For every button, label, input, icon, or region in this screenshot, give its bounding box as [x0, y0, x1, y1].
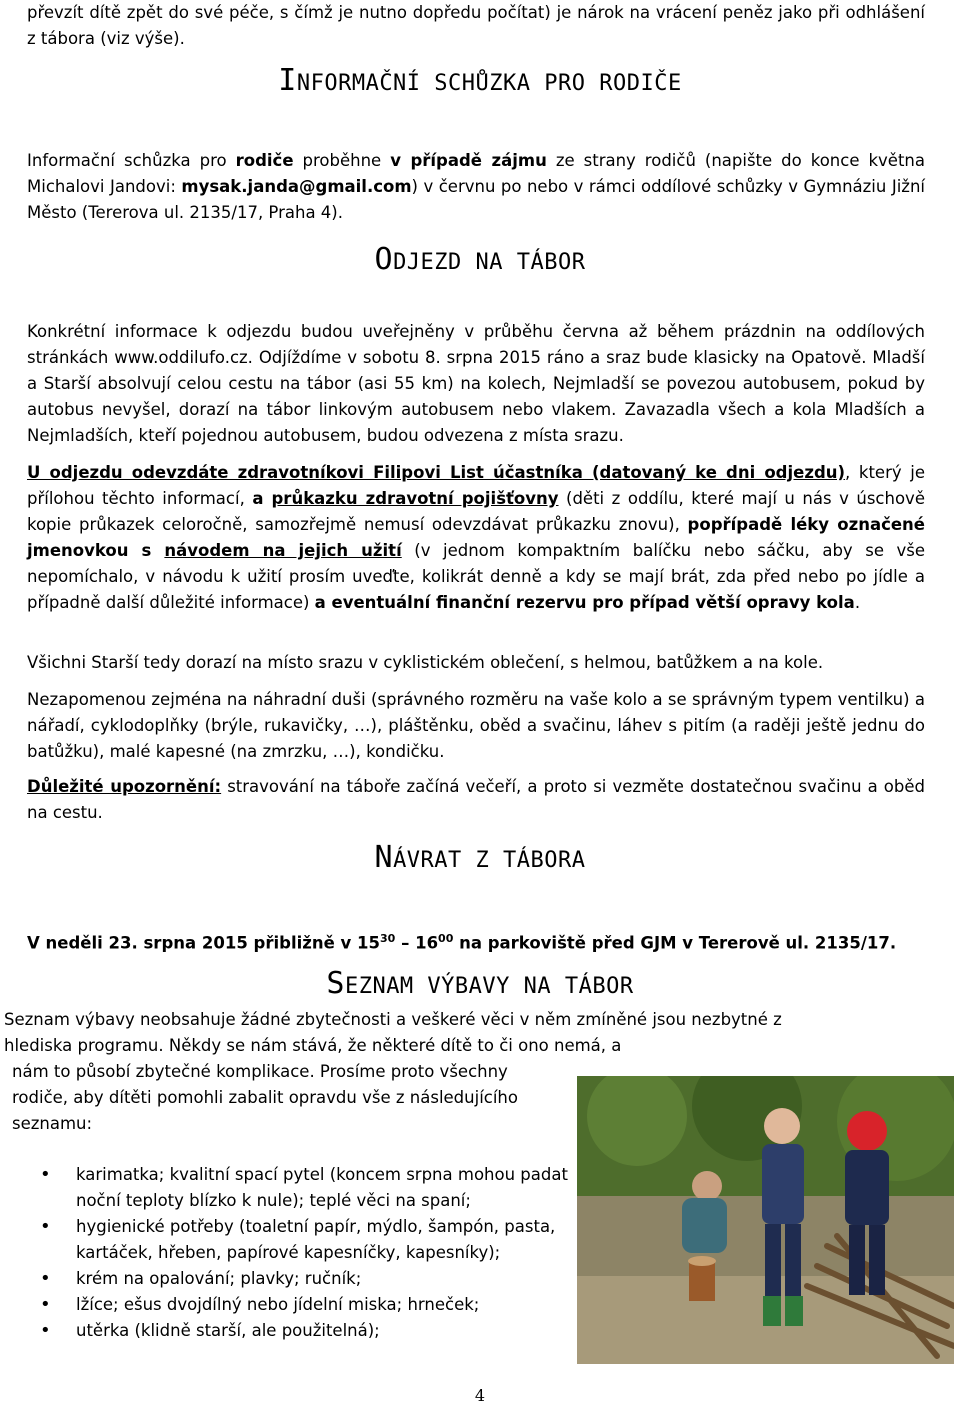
heading-initial: N	[374, 840, 394, 875]
camp-photo	[577, 1076, 954, 1364]
equipment-intro-line: hlediska programu. Někdy se nám stává, že některé dítě to či ono nemá, a	[4, 1036, 622, 1055]
heading-initial: S	[326, 966, 345, 1001]
equipment-intro-line: nám to působí zbytečné komplikace. Prosíme proto všechny	[12, 1062, 508, 1081]
equipment-intro-line: Seznam výbavy neobsahuje žádné zbytečnosti a veškeré věci v něm zmíněné jsou nezbytné z	[4, 1010, 782, 1029]
heading-text: NFORMAČNÍ SCHŮZKA PRO RODIČE	[296, 71, 682, 96]
heading-equipment	[0, 966, 960, 1001]
equipment-reminder-paragraph: Nezapomenou zejména na náhradní duši (správného rozměru na vaše kolo a se správným typem ventilku) a nářadí, cyklodoplňky (brýle, rukavičky, …), pláštěnku, oběd a svačinu, láhev s pitím (a raději ještě jednu do batůžku), malé kapesné (na zmrzku, …), kondičku.	[27, 690, 925, 761]
heading-return	[0, 840, 960, 875]
notice-paragraph	[27, 774, 925, 826]
page-number: 4	[474, 1386, 486, 1405]
heading-initial: I	[278, 63, 297, 98]
email-link[interactable]: mysak.janda@gmail.com	[181, 177, 412, 196]
list-item: • lžíce; ešus dvojdílný nebo jídelní miska; hrneček;	[40, 1292, 580, 1318]
heading-text: ÁVRAT Z TÁBORA	[393, 848, 586, 873]
superscript: 30	[380, 932, 396, 945]
text: , který je přílohou těchto informací,	[27, 463, 925, 508]
bold-text: návodem na jejich užití	[164, 541, 402, 560]
intro-paragraph: převzít dítě zpět do své péče, s čímž je nutno dopředu počítat) je nárok na vrácení peněz jako při odhlášení z tábora (viz výše).	[27, 3, 925, 48]
equipment-intro-line: rodiče, aby dítěti pomohli zabalit opravdu vše z následujícího	[12, 1088, 518, 1107]
equipment-list	[40, 1162, 580, 1344]
text: Informační schůzka pro	[27, 151, 236, 170]
text: proběhne	[293, 151, 391, 170]
list-item: • karimatka; kvalitní spací pytel (koncem srpna mohou padat noční teploty blízko k nule); teplé věci na spaní;	[40, 1162, 580, 1214]
superscript: 00	[438, 932, 454, 945]
bold-text: průkazku zdravotní pojišťovny	[271, 489, 559, 508]
text: – 16	[395, 933, 439, 953]
text: ze strany rodičů (napište do konce května Michalovi Jandovi:	[27, 151, 925, 196]
list-item: • krém na opalování; plavky; ručník;	[40, 1266, 580, 1292]
camp-photo-drawing	[577, 1076, 954, 1364]
list-item: • utěrka (klidně starší, ale použitelná);	[40, 1318, 580, 1344]
heading-parents-meeting	[0, 63, 960, 98]
cycling-paragraph: Všichni Starší tedy dorazí na místo srazu v cyklistickém oblečení, s helmou, batůžkem a na kole.	[27, 653, 824, 672]
bold-text: popřípadě léky označené jmenovkou s	[27, 515, 925, 560]
bold-text: rodiče	[235, 151, 294, 170]
list-item: • hygienické potřeby (toaletní papír, mýdlo, šampón, pasta, kartáček, hřeben, papírové kapesníčky, kapesníky);	[40, 1214, 580, 1266]
bold-text: U odjezdu odevzdáte zdravotníkovi Filipovi List účastníka (datovaný ke dni odjezdu)	[27, 463, 846, 482]
bold-text: v případě zájmu	[390, 151, 547, 170]
bold-text: Důležité upozornění:	[27, 777, 222, 796]
return-paragraph	[27, 926, 925, 957]
text: ) v červnu po nebo v rámci oddílové schůzky v Gymnáziu Jižní Město (Tererova ul. 2135/17, Praha 4).	[27, 177, 925, 222]
heading-initial: O	[374, 242, 394, 277]
heading-text: DJEZD NA TÁBOR	[393, 250, 586, 275]
bold-text: a	[252, 489, 272, 508]
equipment-intro-line: seznamu:	[12, 1114, 93, 1133]
text: na parkoviště před GJM v Tererově ul. 2135/17.	[453, 933, 897, 953]
text: V neděli 23. srpna 2015 přibližně v 15	[27, 933, 381, 953]
text: .	[854, 593, 861, 612]
text: (v jednom kompaktním balíčku nebo sáčku, aby se vše nepomíchalo, v návodu k užití prosím uveďte, kolikrát denně a kdy se mají brát, zda před nebo po jídle a případně další důležité informace)	[27, 541, 926, 612]
heading-departure	[0, 242, 960, 277]
bold-text: a eventuální finanční rezervu pro případ větší opravy kola	[314, 593, 855, 612]
meeting-paragraph	[27, 148, 925, 226]
heading-text: EZNAM VÝBAVY NA TÁBOR	[344, 974, 634, 999]
text: (děti z oddílu, které mají u nás v úschově kopie průkazek celoročně, samozřejmě nemusí odevzdávat průkazku znovu),	[27, 489, 925, 534]
departure-paragraph: Konkrétní informace k odjezdu budou uveřejněny v průběhu června až během prázdnin na oddílových stránkách www.oddilufo.cz. Odjíždíme v sobotu 8. srpna 2015 ráno a sraz bude klasicky na Opatově. Mladší a Starší absolvují celou cestu na tábor (asi 55 km) na kolech, Nejmladší se povezou autobusem, pokud by autobus nevyšel, dorazí na tábor linkovým autobusem nebo vlakem. Zavazadla všech a kola Mladších a Nejmladších, kteří pojednou autobusem, budou odvezena z místa srazu.	[27, 322, 925, 445]
text: stravování na táboře začíná večeří, a proto si vezměte dostatečnou svačinu a oběd na cestu.	[27, 777, 926, 822]
handover-paragraph	[27, 460, 925, 616]
